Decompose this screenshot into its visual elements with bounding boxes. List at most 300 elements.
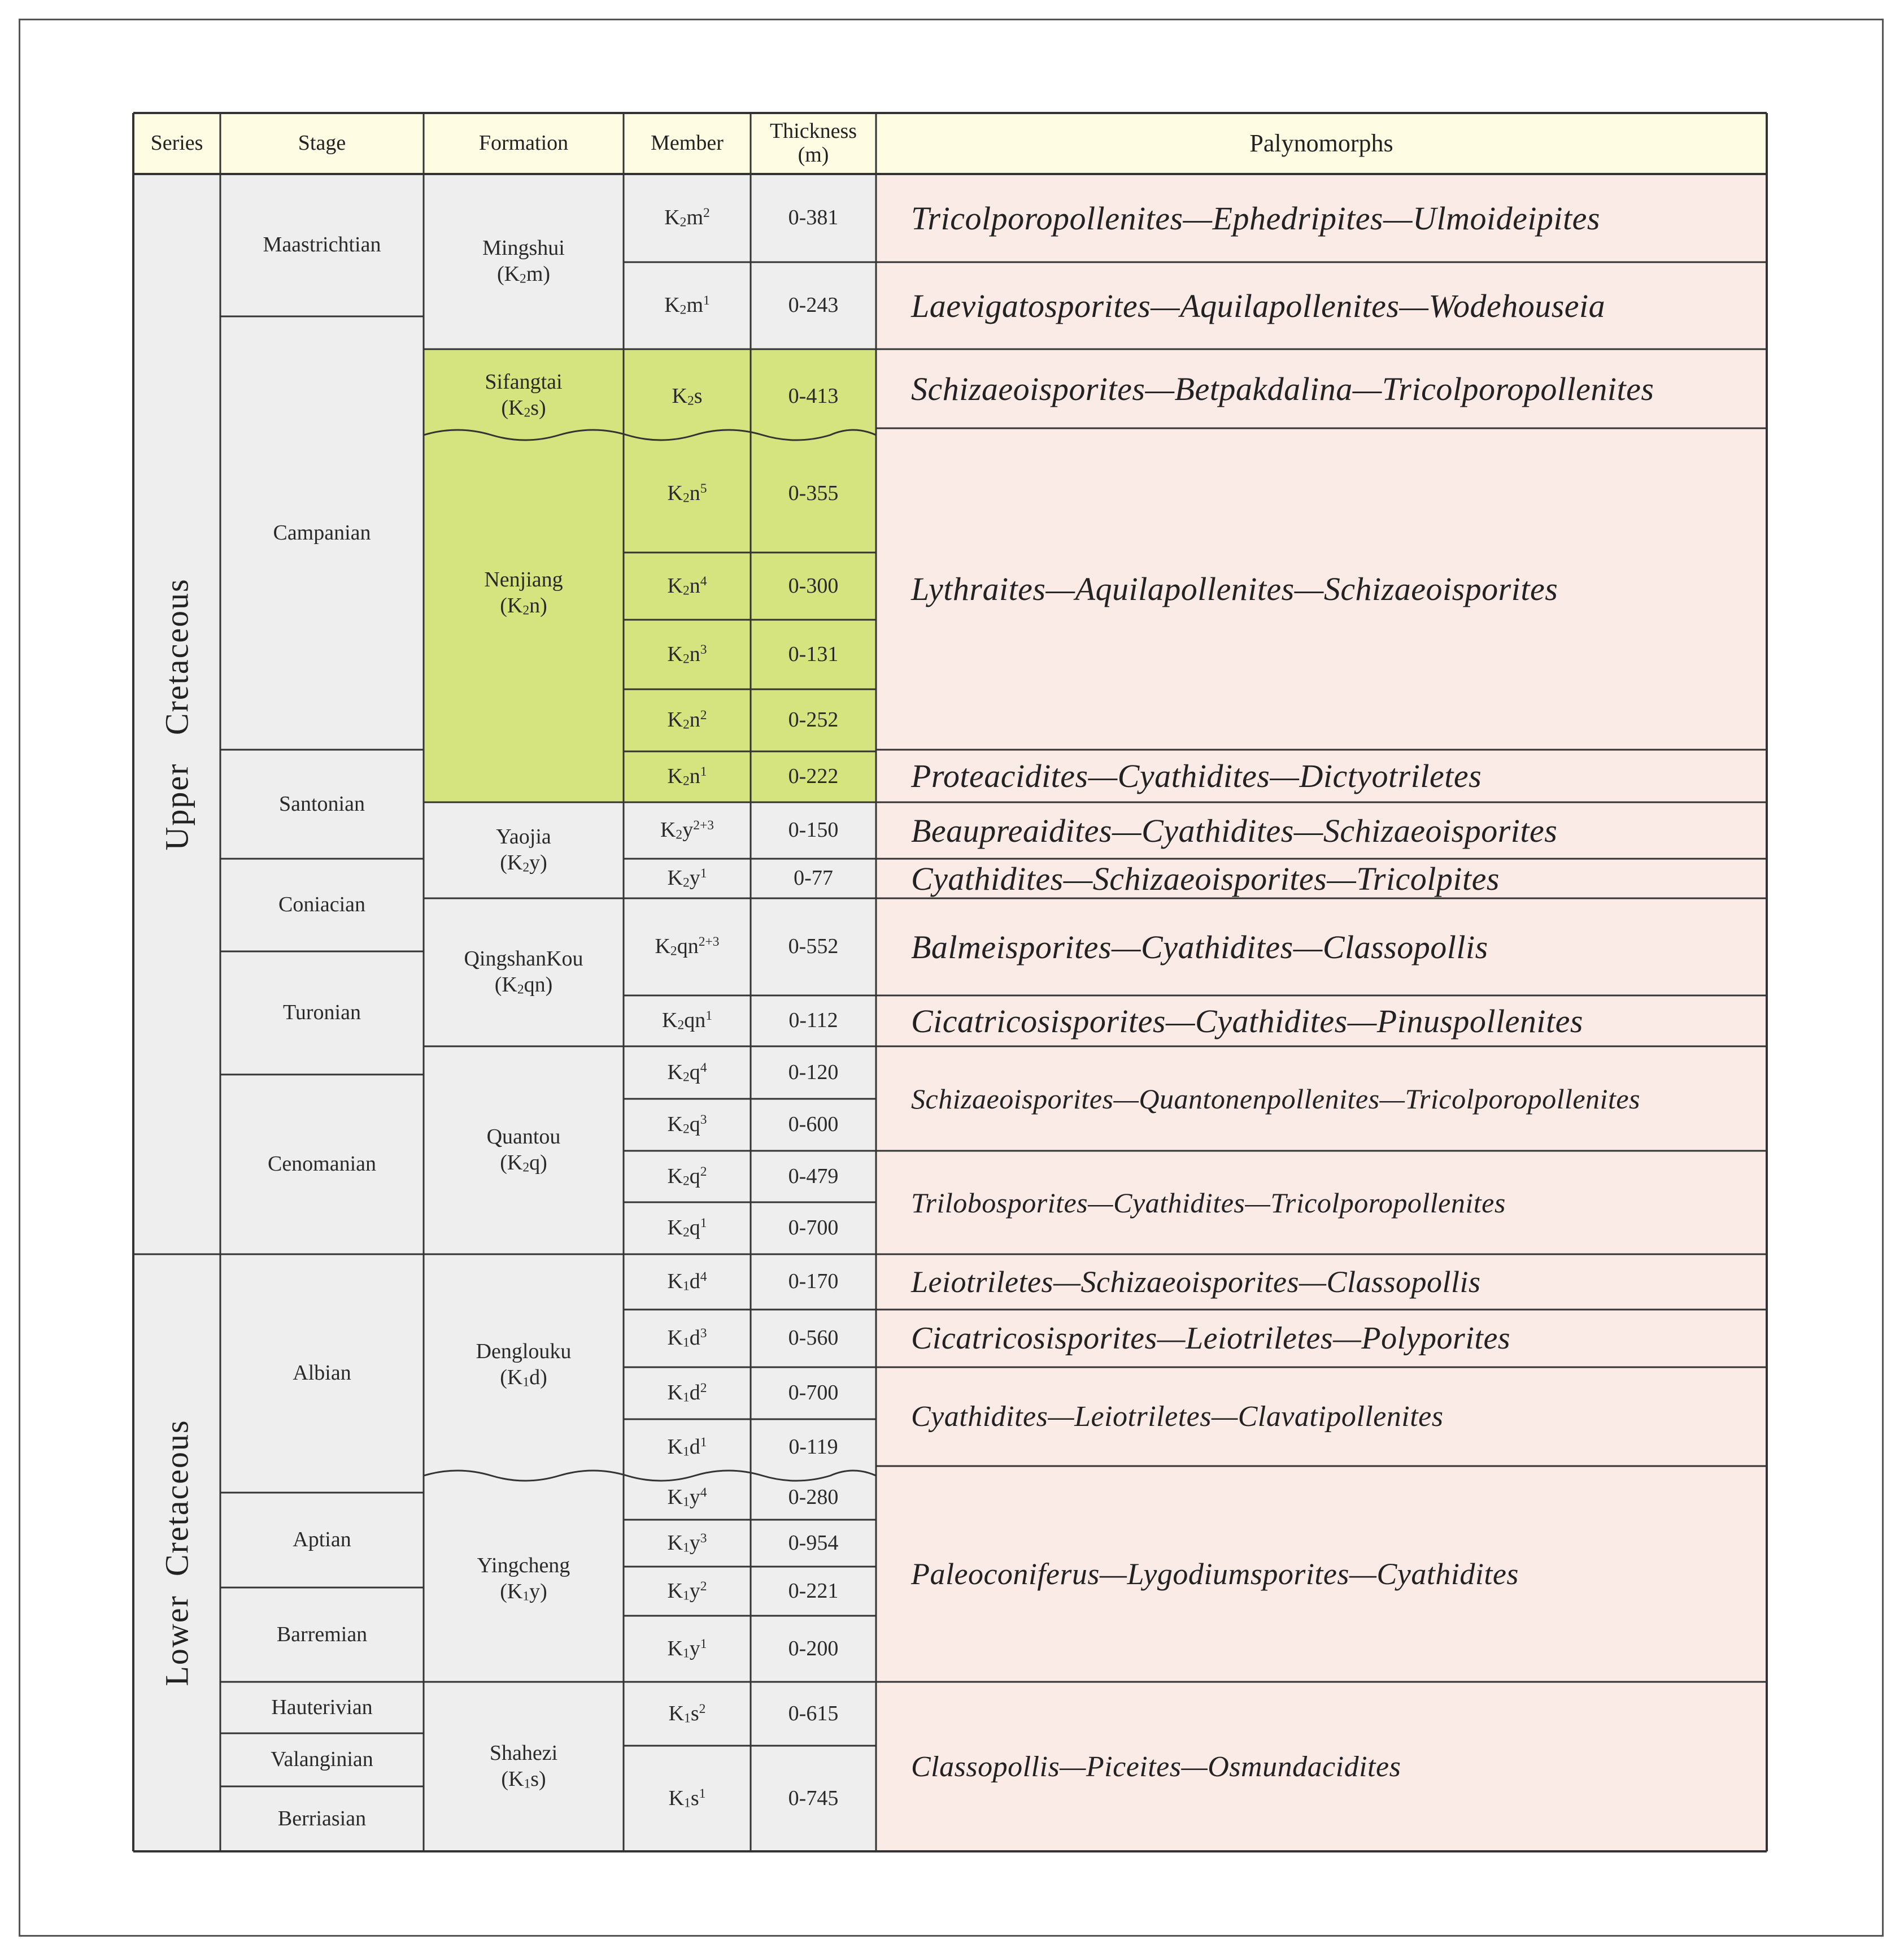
member-symbol-sup: 2 (703, 206, 710, 221)
palynomorph-zone (911, 1046, 1762, 1151)
stage-label: Hauterivian (271, 1695, 373, 1719)
member-symbol-sub: 2 (682, 1121, 690, 1137)
thickness-value: 0-700 (788, 1381, 839, 1405)
formation-symbol-k: K (507, 1579, 523, 1603)
member-symbol-sup: 2 (700, 708, 707, 723)
palynomorph-zone (911, 802, 1762, 859)
header-formation-label: Formation (478, 131, 569, 155)
thickness-value: 0-252 (788, 708, 839, 732)
member-cell (624, 1151, 751, 1202)
stage-cell (220, 1254, 424, 1493)
formation-cell (424, 353, 624, 438)
member-symbol (655, 934, 719, 960)
thickness-value: 0-552 (788, 934, 839, 959)
stage-label: Valanginian (271, 1747, 373, 1772)
palynomorph-assemblage: Balmeisporites—Cyathidites—Classopollis (911, 928, 1488, 966)
member-symbol (667, 1485, 707, 1511)
member-cell (624, 553, 751, 620)
member-symbol-sub: 1 (682, 1494, 690, 1510)
palynomorph-assemblage: Laevigatosporites—Aquilapollenites—Wodehouseia (911, 287, 1606, 324)
header-series-label: Series (150, 131, 203, 155)
member-symbol-sup: 3 (700, 1112, 707, 1128)
member-symbol-sub: 2 (679, 215, 687, 230)
member-symbol-sup: 4 (700, 1485, 707, 1501)
palynomorph-zone (911, 174, 1762, 262)
member-symbol-sup: 3 (700, 1530, 707, 1546)
member-symbol (667, 764, 707, 790)
member-symbol-sup: 1 (699, 1786, 706, 1801)
member-symbol-letter: n (689, 708, 700, 732)
thickness-value: 0-131 (788, 642, 839, 666)
member-symbol-sub: 2 (687, 393, 694, 408)
member-symbol (664, 293, 710, 319)
member-symbol-sup: 4 (700, 573, 707, 589)
formation-cell (424, 898, 624, 1046)
palynomorph-assemblage: Classopollis—Piceites—Osmundacidites (911, 1750, 1401, 1783)
palynomorph-zone (911, 1682, 1762, 1851)
palynomorph-zone (911, 1254, 1762, 1310)
formation-symbol-k: K (507, 594, 523, 617)
member-symbol-k: K (668, 1701, 685, 1725)
member-symbol-sub: 2 (682, 490, 690, 506)
thickness-value: 0-221 (788, 1578, 839, 1603)
formation-symbol-sub: 2 (522, 860, 530, 875)
member-symbol (667, 1164, 707, 1190)
formation-symbol: $(K_2q)$ (500, 1151, 547, 1175)
member-symbol-k: K (667, 1636, 683, 1660)
formation-symbol-sub: 2 (517, 982, 524, 997)
member-symbol-k: K (668, 1786, 685, 1810)
thickness-value: 0-222 (788, 764, 839, 789)
member-symbol-letter: y (689, 866, 700, 890)
stage-label: Aptian (293, 1528, 351, 1552)
member-symbol (664, 205, 710, 231)
member-symbol (667, 642, 707, 668)
palynomorph-zone (911, 750, 1762, 802)
stage-label: Maastrichtian (263, 233, 381, 257)
member-symbol-sub: 2 (682, 875, 690, 890)
member-cell (624, 995, 751, 1046)
thickness-value: 0-119 (788, 1435, 838, 1459)
thickness-cell (751, 1682, 876, 1746)
palynomorph-assemblage: Beaupreaidites—Cyathidites—Schizaeoisporites (911, 812, 1558, 849)
series-label: Upper Cretaceous (158, 577, 195, 851)
member-cell (624, 1367, 751, 1419)
member-symbol-letter: q (689, 1060, 700, 1084)
formation-name: Nenjiang (484, 568, 563, 592)
member-symbol-letter: y (682, 818, 694, 842)
thickness-value: 0-120 (788, 1060, 839, 1084)
member-symbol-k: K (661, 1008, 678, 1033)
member-symbol-letter: n (689, 764, 700, 789)
member-symbol-k: K (667, 1216, 683, 1240)
member-symbol (667, 1060, 707, 1086)
member-symbol-sup: 1 (700, 1435, 707, 1450)
member-symbol-sub: 2 (682, 1173, 690, 1189)
member-cell (624, 1520, 751, 1567)
palynomorph-assemblage: Cicatricosisporites—Leiotriletes—Polyporites (911, 1321, 1511, 1356)
formation-cell (424, 1046, 624, 1254)
formation-symbol-letter: d (529, 1365, 541, 1389)
formation-symbol: $(K_2m)$ (496, 262, 551, 286)
thickness-value: 0-150 (788, 818, 839, 842)
formation-cell (424, 1254, 624, 1476)
member-symbol-letter: d (689, 1269, 700, 1294)
thickness-cell (751, 553, 876, 620)
thickness-value: 0-954 (788, 1530, 839, 1555)
stage-label: Coniacian (278, 893, 366, 917)
stage-cell (220, 1733, 424, 1786)
member-symbol (672, 384, 702, 410)
member-symbol-sub: 1 (682, 1646, 690, 1661)
member-symbol (667, 1380, 707, 1406)
formation-symbol-letter: y (529, 1579, 541, 1603)
member-symbol-letter: q (689, 1112, 700, 1137)
member-symbol-sub: 1 (682, 1588, 690, 1603)
header-member (624, 113, 751, 174)
member-symbol-sup: 3 (700, 642, 707, 657)
thickness-cell (751, 859, 876, 898)
member-symbol-k: K (664, 293, 680, 318)
member-symbol-sup: 2+3 (698, 934, 720, 950)
member-symbol (667, 1112, 707, 1138)
member-cell (624, 1202, 751, 1254)
palynomorph-assemblage: Tricolporopollenites—Ephedripites—Ulmoideipites (911, 199, 1600, 237)
member-symbol (667, 481, 707, 507)
member-symbol-sup: 1 (705, 1008, 712, 1024)
palynomorph-zone (911, 1466, 1762, 1682)
stage-cell (220, 316, 424, 750)
header-thickness-unit: (m) (798, 143, 829, 167)
formation-symbol-letter: q (529, 1151, 541, 1175)
thickness-value: 0-243 (788, 293, 839, 318)
palynomorph-zone (911, 995, 1762, 1046)
member-symbol-letter: qn (677, 934, 699, 959)
stage-cell (220, 859, 424, 951)
member-symbol-letter: s (694, 384, 703, 408)
member-cell (624, 1310, 751, 1367)
member-symbol (667, 573, 707, 599)
member-symbol-sub: 2 (676, 827, 683, 842)
member-cell (624, 1046, 751, 1099)
member-symbol-letter: m (686, 293, 703, 318)
member-symbol-sub: 2 (670, 943, 677, 959)
series-label: Lower Cretaceous (158, 1419, 195, 1686)
member-cell (624, 262, 751, 349)
formation-symbol: $(K_2qn)$ (494, 973, 553, 997)
thickness-cell (751, 435, 876, 553)
thickness-cell (751, 751, 876, 802)
series-cell (133, 174, 220, 1254)
palynomorph-zone (911, 898, 1762, 995)
formation-symbol-sub: 1 (524, 1776, 531, 1791)
member-symbol-sup: 1 (700, 1216, 707, 1231)
stage-cell (220, 750, 424, 859)
member-symbol-letter: d (689, 1435, 700, 1459)
formation-name: QingshanKou (464, 947, 583, 971)
member-symbol-sup: 2 (700, 1578, 707, 1594)
member-symbol-k: K (667, 1435, 683, 1459)
member-symbol-k: K (667, 1485, 683, 1510)
member-symbol-k: K (667, 1578, 683, 1603)
stage-label: Barremian (276, 1622, 368, 1646)
formation-symbol-k: K (502, 973, 517, 997)
member-cell (624, 689, 751, 751)
member-symbol-letter: m (686, 206, 703, 230)
member-symbol-sub: 1 (682, 1390, 690, 1405)
formation-name: Quantou (486, 1125, 561, 1149)
thickness-cell (751, 262, 876, 349)
thickness-cell (751, 620, 876, 689)
member-symbol (667, 1578, 707, 1604)
thickness-cell (751, 802, 876, 859)
formation-name: Shahezi (489, 1741, 558, 1765)
member-symbol-letter: s (690, 1701, 699, 1725)
member-symbol-sub: 2 (682, 717, 690, 732)
formation-symbol: $(K_2y)$ (500, 851, 547, 875)
header-palynomorphs-label: Palynomorphs (1249, 129, 1393, 157)
thickness-cell (751, 1520, 876, 1567)
member-symbol-k: K (667, 1060, 683, 1084)
stage-cell (220, 951, 424, 1075)
member-symbol-k: K (667, 1530, 683, 1555)
member-symbol-sup: 2 (699, 1701, 706, 1716)
thickness-value: 0-355 (788, 481, 839, 506)
member-symbol-sup: 1 (700, 1636, 707, 1651)
member-symbol-k: K (667, 1164, 683, 1188)
thickness-value: 0-600 (788, 1112, 839, 1137)
formation-name: Denglouku (476, 1340, 572, 1364)
member-symbol-sup: 1 (700, 764, 707, 780)
stage-cell (220, 174, 424, 316)
thickness-value: 0-560 (788, 1326, 839, 1350)
palynomorph-assemblage: Proteacidites—Cyathidites—Dictyotriletes (911, 758, 1482, 794)
stage-label: Berriasian (277, 1806, 367, 1830)
member-symbol-sub: 1 (684, 1711, 691, 1726)
formation-symbol: $(K_2s)$ (501, 396, 546, 420)
thickness-value: 0-280 (788, 1485, 839, 1510)
member-cell (624, 620, 751, 689)
member-symbol-k: K (667, 708, 683, 732)
thickness-value: 0-479 (788, 1164, 839, 1188)
member-symbol (667, 1530, 707, 1556)
stage-label: Santonian (279, 792, 365, 816)
member-symbol-letter: y (689, 1485, 700, 1510)
thickness-cell (751, 1367, 876, 1419)
palynomorph-zone (911, 428, 1762, 750)
member-symbol-letter: n (689, 573, 700, 598)
formation-symbol-sub: 2 (522, 603, 530, 618)
thickness-cell (751, 1616, 876, 1682)
thickness-cell (751, 1254, 876, 1310)
palynomorph-zone (911, 349, 1762, 428)
member-cell (624, 174, 751, 262)
member-cell (624, 1254, 751, 1310)
formation-name: Yingcheng (477, 1553, 570, 1577)
member-symbol-k: K (672, 384, 687, 408)
formation-symbol-sub: 1 (522, 1589, 530, 1604)
header-series (133, 113, 220, 174)
stage-cell (220, 1493, 424, 1588)
member-symbol-sub: 2 (679, 302, 687, 318)
formation-cell (424, 802, 624, 898)
stage-cell (220, 1786, 424, 1851)
header-palynomorphs (876, 113, 1767, 174)
palynomorph-assemblage: Cyathidites—Schizaeoisporites—Tricolpites (911, 860, 1500, 897)
member-symbol (667, 1215, 707, 1241)
formation-symbol-letter: s (530, 396, 539, 420)
member-symbol-sub: 2 (682, 651, 690, 667)
formation-symbol-k: K (508, 396, 524, 420)
thickness-cell (751, 995, 876, 1046)
member-symbol (667, 1636, 707, 1662)
thickness-cell (751, 174, 876, 262)
member-cell (624, 859, 751, 898)
member-symbol (667, 707, 707, 733)
member-cell (624, 354, 751, 440)
stage-label: Turonian (283, 1001, 361, 1025)
formation-cell (424, 1682, 624, 1851)
member-symbol (669, 1701, 706, 1727)
member-symbol-letter: n (689, 642, 700, 666)
formation-symbol-sub: 2 (522, 1160, 530, 1175)
formation-symbol-letter: m (526, 262, 543, 286)
member-symbol (667, 1325, 707, 1351)
member-symbol-k: K (667, 1112, 683, 1137)
member-symbol-sup: 5 (700, 481, 707, 497)
formation-symbol-sub: 1 (522, 1375, 530, 1390)
header-thickness (751, 113, 876, 174)
formation-cell (424, 1476, 624, 1682)
member-cell (624, 1099, 751, 1151)
member-symbol-k: K (667, 1269, 683, 1294)
member-cell (624, 1616, 751, 1682)
member-cell (624, 1419, 751, 1476)
thickness-value: 0-381 (788, 206, 839, 230)
member-cell (624, 435, 751, 553)
thickness-cell (751, 1099, 876, 1151)
member-symbol-sup: 2 (700, 1381, 707, 1396)
member-symbol-k: K (664, 206, 680, 230)
header-formation (424, 113, 624, 174)
thickness-cell (751, 1202, 876, 1254)
thickness-value: 0-200 (788, 1636, 839, 1660)
member-symbol-sub: 2 (682, 1225, 690, 1240)
member-symbol-k: K (667, 1381, 683, 1405)
formation-name: Yaojia (496, 825, 551, 849)
thickness-cell (751, 1567, 876, 1616)
member-symbol (667, 1434, 707, 1460)
member-symbol-sub: 1 (682, 1278, 690, 1294)
thickness-value: 0-700 (788, 1216, 839, 1240)
header-stage-label: Stage (298, 131, 346, 155)
member-symbol-k: K (667, 481, 683, 506)
member-symbol-sub: 2 (682, 773, 690, 789)
member-symbol-letter: s (690, 1786, 699, 1810)
stage-label: Campanian (273, 520, 371, 545)
thickness-cell (751, 1046, 876, 1099)
member-symbol-sub: 2 (677, 1017, 685, 1033)
stage-label: Albian (293, 1361, 351, 1385)
member-symbol-k: K (660, 818, 676, 842)
thickness-cell (751, 1151, 876, 1202)
formation-symbol: $(K_1y)$ (500, 1579, 547, 1604)
palynomorph-assemblage: Lythraites—Aquilapollenites—Schizaeoisporites (911, 571, 1558, 607)
thickness-cell (751, 689, 876, 751)
thickness-value: 0-77 (794, 866, 833, 890)
palynomorph-zone (911, 859, 1762, 898)
thickness-cell (751, 898, 876, 995)
member-cell (624, 1746, 751, 1851)
member-symbol-sub: 2 (682, 1069, 690, 1085)
thickness-cell (751, 1419, 876, 1476)
member-symbol (660, 817, 714, 843)
formation-symbol-letter: n (529, 594, 541, 617)
palynomorph-zone (911, 1310, 1762, 1367)
thickness-cell (751, 1310, 876, 1367)
member-symbol (667, 1269, 707, 1295)
member-symbol-k: K (667, 1326, 683, 1350)
thickness-value: 0-745 (788, 1786, 839, 1810)
member-symbol-letter: y (689, 1530, 700, 1555)
member-symbol (669, 1786, 706, 1812)
member-symbol-k: K (667, 573, 683, 598)
member-symbol-letter: q (689, 1164, 700, 1188)
stage-cell (220, 1682, 424, 1733)
formation-symbol-k: K (507, 1151, 523, 1175)
member-symbol-k: K (655, 934, 670, 959)
member-symbol-letter: n (689, 481, 700, 506)
member-cell (624, 802, 751, 859)
member-symbol-sup: 2 (700, 1164, 707, 1179)
member-symbol-sub: 2 (682, 583, 690, 598)
member-symbol-sub: 1 (684, 1795, 691, 1811)
formation-name: Mingshui (482, 236, 565, 260)
palynomorph-assemblage: Schizaeoisporites—Betpakdalina—Tricolporopollenites (911, 370, 1654, 407)
formation-symbol-letter: s (530, 1767, 539, 1791)
thickness-cell (751, 1746, 876, 1851)
formation-symbol: $(K_2n)$ (500, 594, 547, 618)
member-symbol-letter: d (689, 1381, 700, 1405)
palynomorph-assemblage: Cicatricosisporites—Cyathidites—Pinuspollenites (911, 1002, 1583, 1040)
stage-cell (220, 1588, 424, 1682)
member-symbol-sup: 4 (700, 1060, 707, 1075)
thickness-value: 0-112 (788, 1008, 838, 1033)
member-symbol-sup: 4 (700, 1269, 707, 1285)
member-symbol (667, 866, 707, 891)
member-symbol-k: K (667, 764, 683, 789)
formation-symbol-k: K (508, 1767, 524, 1791)
member-symbol-sup: 1 (703, 293, 710, 308)
thickness-value: 0-615 (788, 1701, 839, 1725)
formation-symbol: $(K_1s)$ (501, 1767, 546, 1791)
member-symbol-letter: y (689, 1636, 700, 1660)
member-symbol-letter: q (689, 1216, 700, 1240)
member-symbol-letter: qn (684, 1008, 706, 1033)
member-symbol-sub: 1 (682, 1335, 690, 1350)
formation-cell (424, 174, 624, 349)
member-symbol (662, 1008, 712, 1034)
thickness-cell (751, 354, 876, 440)
member-symbol-k: K (667, 866, 683, 890)
palynomorph-assemblage: Leiotriletes—Schizaeoisporites—Classopollis (911, 1265, 1481, 1299)
member-symbol-sub: 1 (682, 1444, 690, 1459)
thickness-value: 0-413 (788, 384, 839, 408)
palynomorph-zone (911, 1151, 1762, 1254)
header-stage (220, 113, 424, 174)
formation-cell (424, 435, 624, 751)
member-cell (624, 898, 751, 995)
